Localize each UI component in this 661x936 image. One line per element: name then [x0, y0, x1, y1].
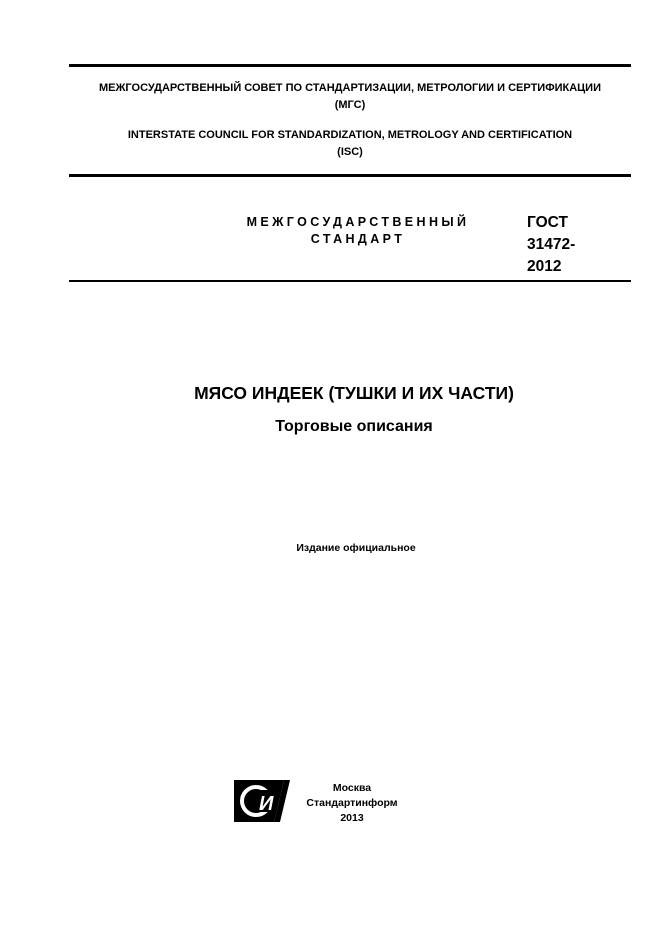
publisher-block — [292, 781, 412, 826]
council-ru-abbr: (МГС) — [334, 99, 366, 111]
publisher-year: 2013 — [340, 812, 364, 824]
document-title: МЯСО ИНДЕЕК (ТУШКИ И ИХ ЧАСТИ) — [194, 383, 514, 403]
gost-line1: ГОСТ — [527, 214, 568, 231]
publisher-name: Стандартинформ — [306, 797, 398, 809]
council-en-abbr: (ISC) — [337, 146, 363, 158]
standard-label-line2: СТАНДАРТ — [310, 232, 406, 246]
document-subtitle: Торговые описания — [275, 418, 433, 435]
gost-line3: 2012 — [527, 258, 562, 275]
standard-label — [228, 214, 488, 248]
edition-label: Издание официальное — [296, 542, 416, 554]
top-rule — [69, 64, 631, 67]
council-ru — [60, 80, 640, 114]
gost-line2: 31472- — [527, 236, 576, 253]
council-ru-name: МЕЖГОСУДАРСТВЕННЫЙ СОВЕТ ПО СТАНДАРТИЗАЦИИ, МЕТРОЛОГИИ И СЕРТИФИКАЦИИ — [98, 82, 601, 94]
header-bottom-rule — [69, 174, 631, 177]
gost-number — [527, 212, 607, 278]
council-en — [60, 127, 640, 161]
standard-bottom-rule — [69, 280, 631, 282]
standartinform-logo-icon — [234, 780, 290, 822]
svg-text:И: И — [259, 793, 274, 815]
council-en-name: INTERSTATE COUNCIL FOR STANDARDIZATION, METROLOGY AND CERTIFICATION — [127, 129, 573, 141]
standard-label-line1: МЕЖГОСУДАРСТВЕННЫЙ — [246, 215, 470, 229]
publisher-city: Москва — [332, 782, 372, 794]
